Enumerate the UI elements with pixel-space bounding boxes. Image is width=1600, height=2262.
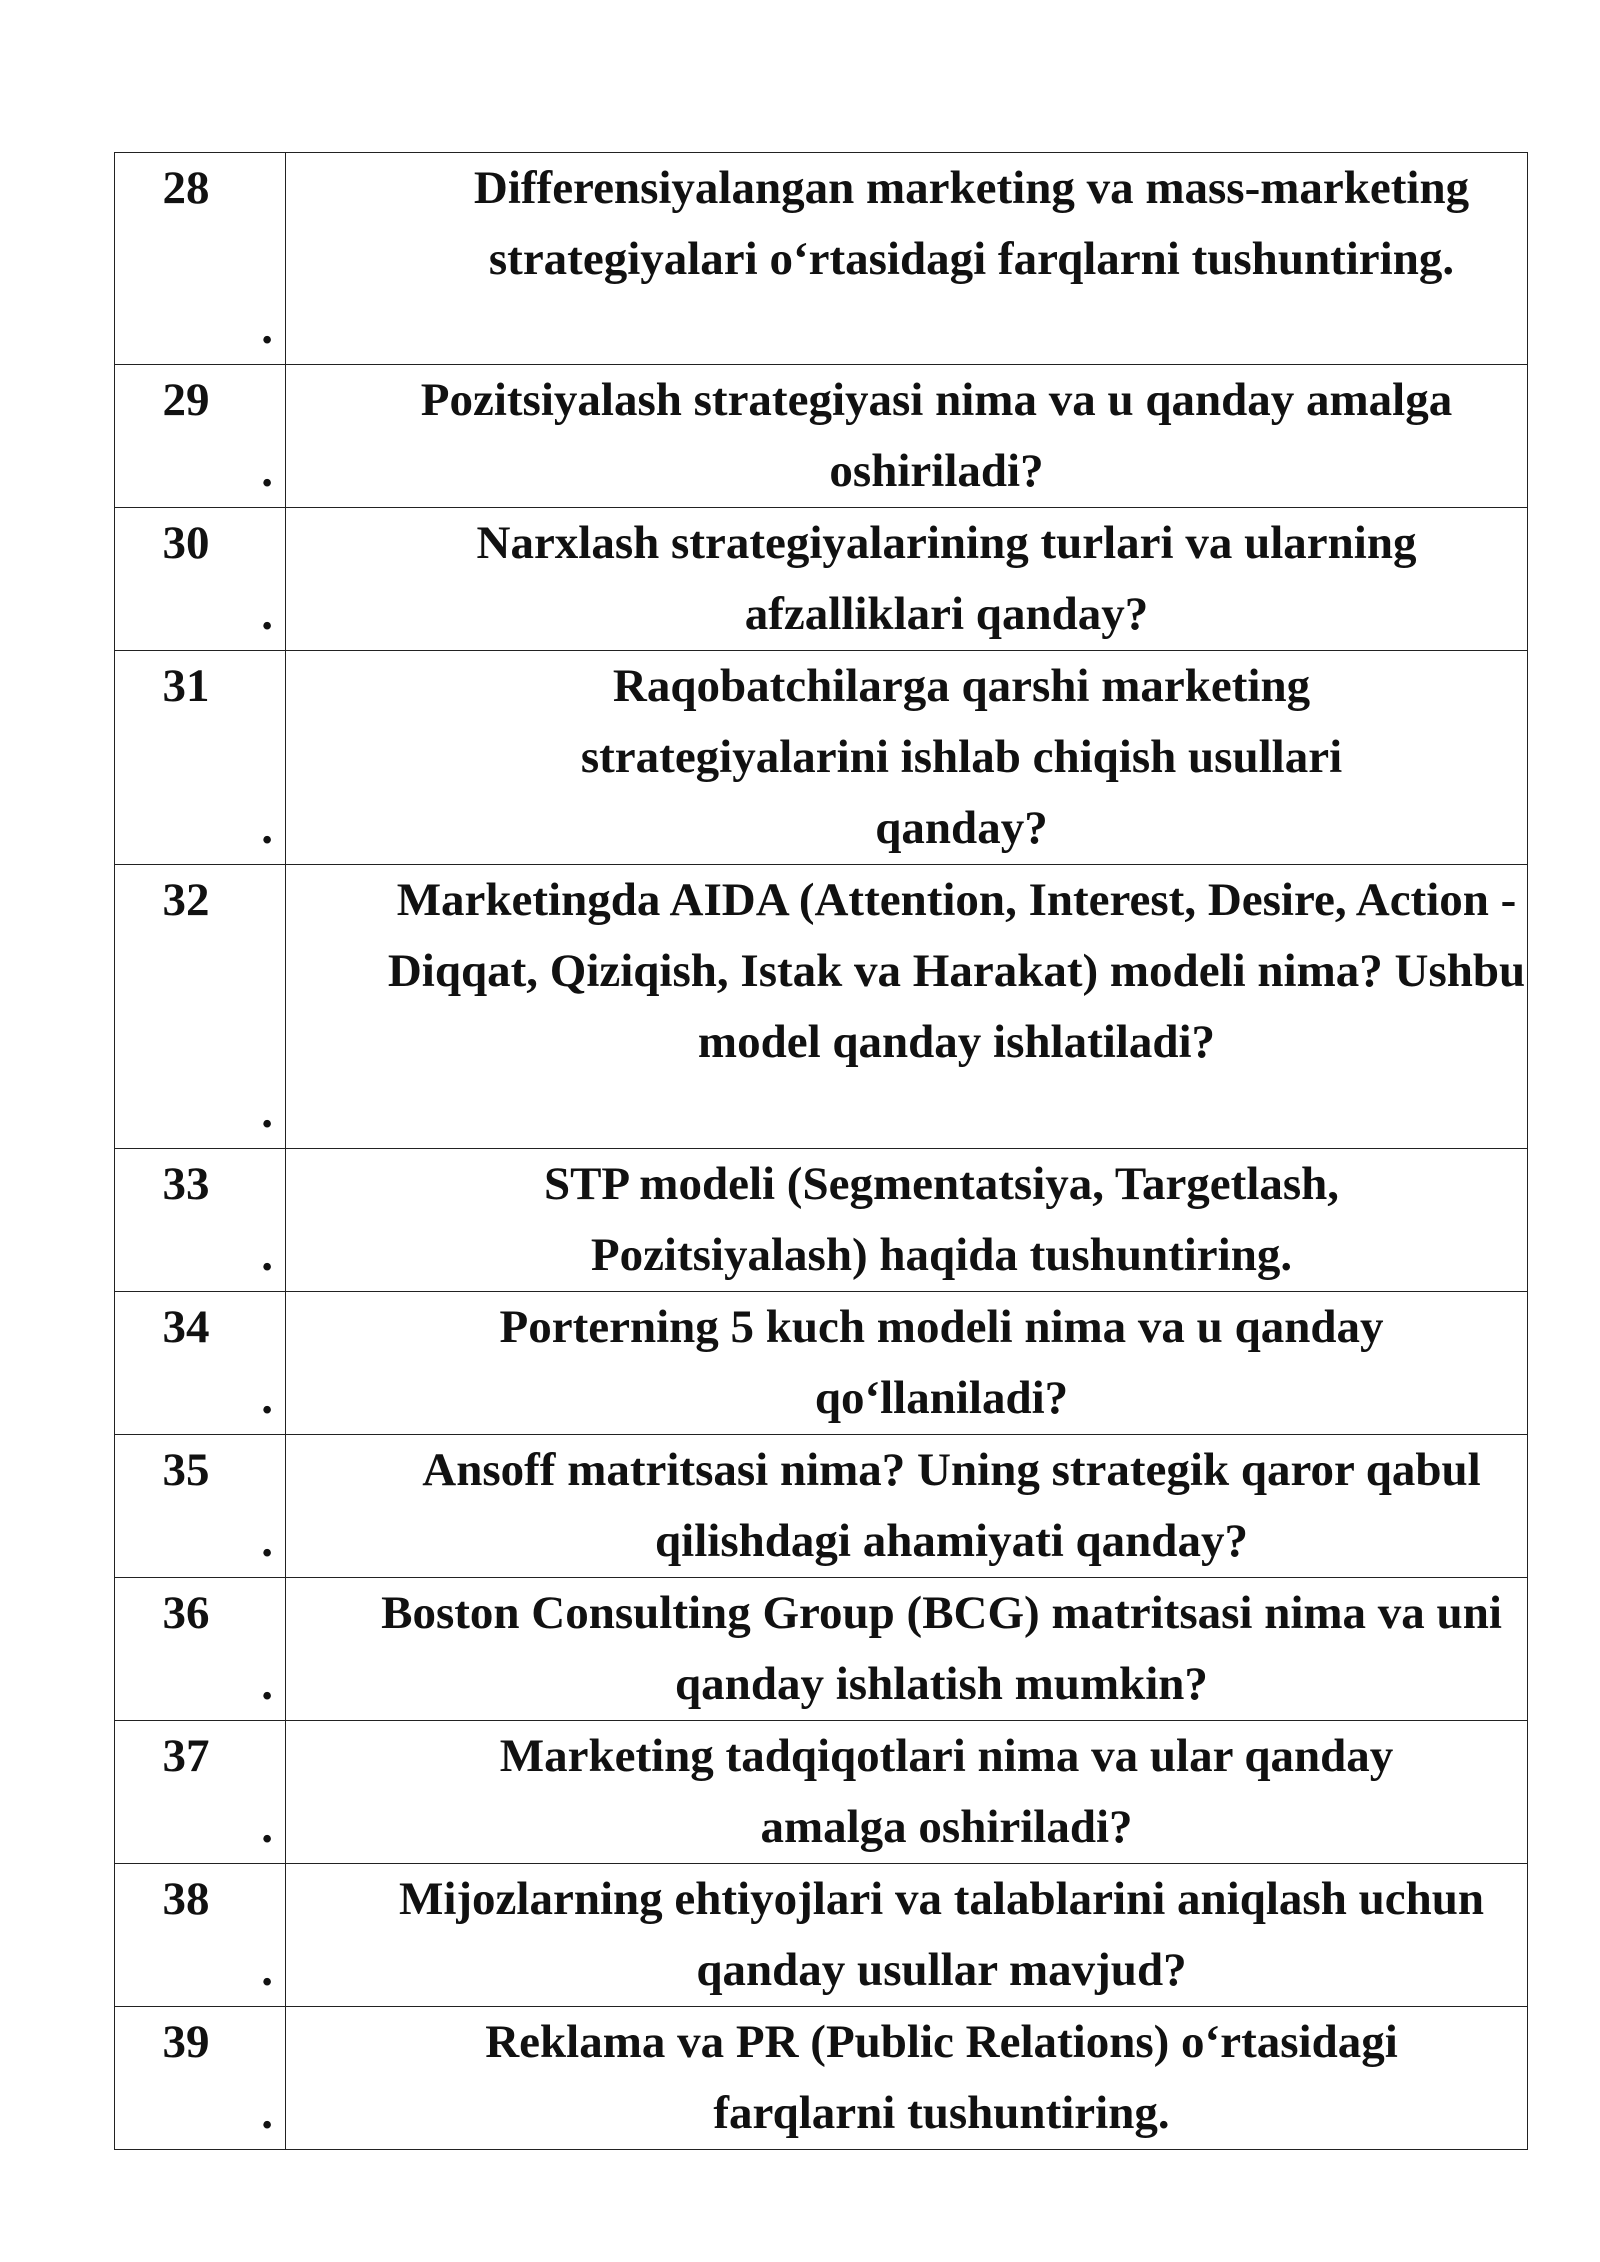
- table-row: [115, 1578, 1528, 1721]
- question-number-dot: .: [261, 1229, 273, 1281]
- question-number-cell: [115, 1864, 286, 2007]
- question-text: Reklama va PR (Public Relations) o‘rtasidagi farqlarni tushuntiring.: [485, 2016, 1398, 2139]
- question-text: Marketing tadqiqotlari nima va ular qanday amalga oshiriladi?: [499, 1730, 1394, 1853]
- question-number-dot: .: [261, 1944, 273, 1996]
- question-number-cell: [115, 865, 286, 1149]
- question-number: 28: [162, 162, 210, 214]
- question-number-cell: [115, 1578, 286, 1721]
- table-row: [115, 651, 1528, 865]
- question-number: 32: [162, 874, 210, 926]
- table-row: [115, 2007, 1528, 2150]
- question-number: 34: [162, 1301, 210, 1353]
- question-number-dot: .: [261, 302, 273, 354]
- question-text: Marketingda AIDA (Attention, Interest, Desire, Action - Diqqat, Qiziqish, Istak va Harakat) modeli nima? Ushbu model qanday ishlatiladi?: [387, 874, 1526, 1068]
- question-text-cell: [286, 865, 1528, 1149]
- question-number-cell: [115, 1435, 286, 1578]
- question-number: 29: [162, 374, 210, 426]
- question-number: 37: [162, 1730, 210, 1782]
- question-text-cell: [286, 508, 1528, 651]
- question-number-cell: [115, 153, 286, 365]
- table-row: [115, 153, 1528, 365]
- question-text-cell: [286, 1721, 1528, 1864]
- question-text: Ansoff matritsasi nima? Uning strategik qaror qabul qilishdagi ahamiyati qanday?: [422, 1444, 1481, 1567]
- question-number-dot: .: [261, 2087, 273, 2139]
- question-number: 31: [162, 660, 210, 712]
- question-text-cell: [286, 1292, 1528, 1435]
- question-text-cell: [286, 153, 1528, 365]
- question-number: 39: [162, 2016, 210, 2068]
- question-text-cell: [286, 2007, 1528, 2150]
- question-text-cell: [286, 651, 1528, 865]
- question-number: 33: [162, 1158, 210, 1210]
- question-number-dot: .: [261, 588, 273, 640]
- table-row: [115, 1292, 1528, 1435]
- question-text: Raqobatchilarga qarshi marketing strategiyalarini ishlab chiqish usullari qanday?: [580, 660, 1343, 854]
- table-row: [115, 508, 1528, 651]
- question-number-cell: [115, 365, 286, 508]
- question-number-dot: .: [261, 1515, 273, 1567]
- question-text-cell: [286, 1864, 1528, 2007]
- table-row: [115, 1864, 1528, 2007]
- question-number-dot: .: [261, 1801, 273, 1853]
- question-text: STP modeli (Segmentatsiya, Targetlash, Pozitsiyalash) haqida tushuntiring.: [543, 1158, 1340, 1281]
- question-number: 35: [162, 1444, 210, 1496]
- question-text-cell: [286, 1149, 1528, 1292]
- question-text: Narxlash strategiyalarining turlari va ularning afzalliklari qanday?: [476, 517, 1417, 640]
- question-number-cell: [115, 1721, 286, 1864]
- table-row: [115, 365, 1528, 508]
- questions-table: [114, 152, 1528, 2150]
- question-text: Differensiyalangan marketing va mass-marketing strategiyalari o‘rtasidagi farqlarni tushuntiring.: [473, 162, 1470, 285]
- table-row: [115, 1721, 1528, 1864]
- question-number-cell: [115, 1149, 286, 1292]
- question-text: Boston Consulting Group (BCG) matritsasi nima va uni qanday ishlatish mumkin?: [381, 1587, 1502, 1710]
- question-number-cell: [115, 1292, 286, 1435]
- table-row: [115, 865, 1528, 1149]
- question-number-cell: [115, 508, 286, 651]
- question-number-dot: .: [261, 1086, 273, 1138]
- table-row: [115, 1149, 1528, 1292]
- question-text: Porterning 5 kuch modeli nima va u qanday qo‘llaniladi?: [499, 1301, 1384, 1424]
- question-text: Pozitsiyalash strategiyasi nima va u qanday amalga oshiriladi?: [420, 374, 1453, 497]
- question-text-cell: [286, 365, 1528, 508]
- question-number: 38: [162, 1873, 210, 1925]
- question-number-dot: .: [261, 1372, 273, 1424]
- question-text-cell: [286, 1435, 1528, 1578]
- question-number-cell: [115, 651, 286, 865]
- question-text: Mijozlarning ehtiyojlari va talablarini aniqlash uchun qanday usullar mavjud?: [398, 1873, 1485, 1996]
- question-number-cell: [115, 2007, 286, 2150]
- question-text-cell: [286, 1578, 1528, 1721]
- question-number: 30: [162, 517, 210, 569]
- question-number-dot: .: [261, 1658, 273, 1710]
- question-number-dot: .: [261, 445, 273, 497]
- question-number-dot: .: [261, 802, 273, 854]
- question-number: 36: [162, 1587, 210, 1639]
- table-row: [115, 1435, 1528, 1578]
